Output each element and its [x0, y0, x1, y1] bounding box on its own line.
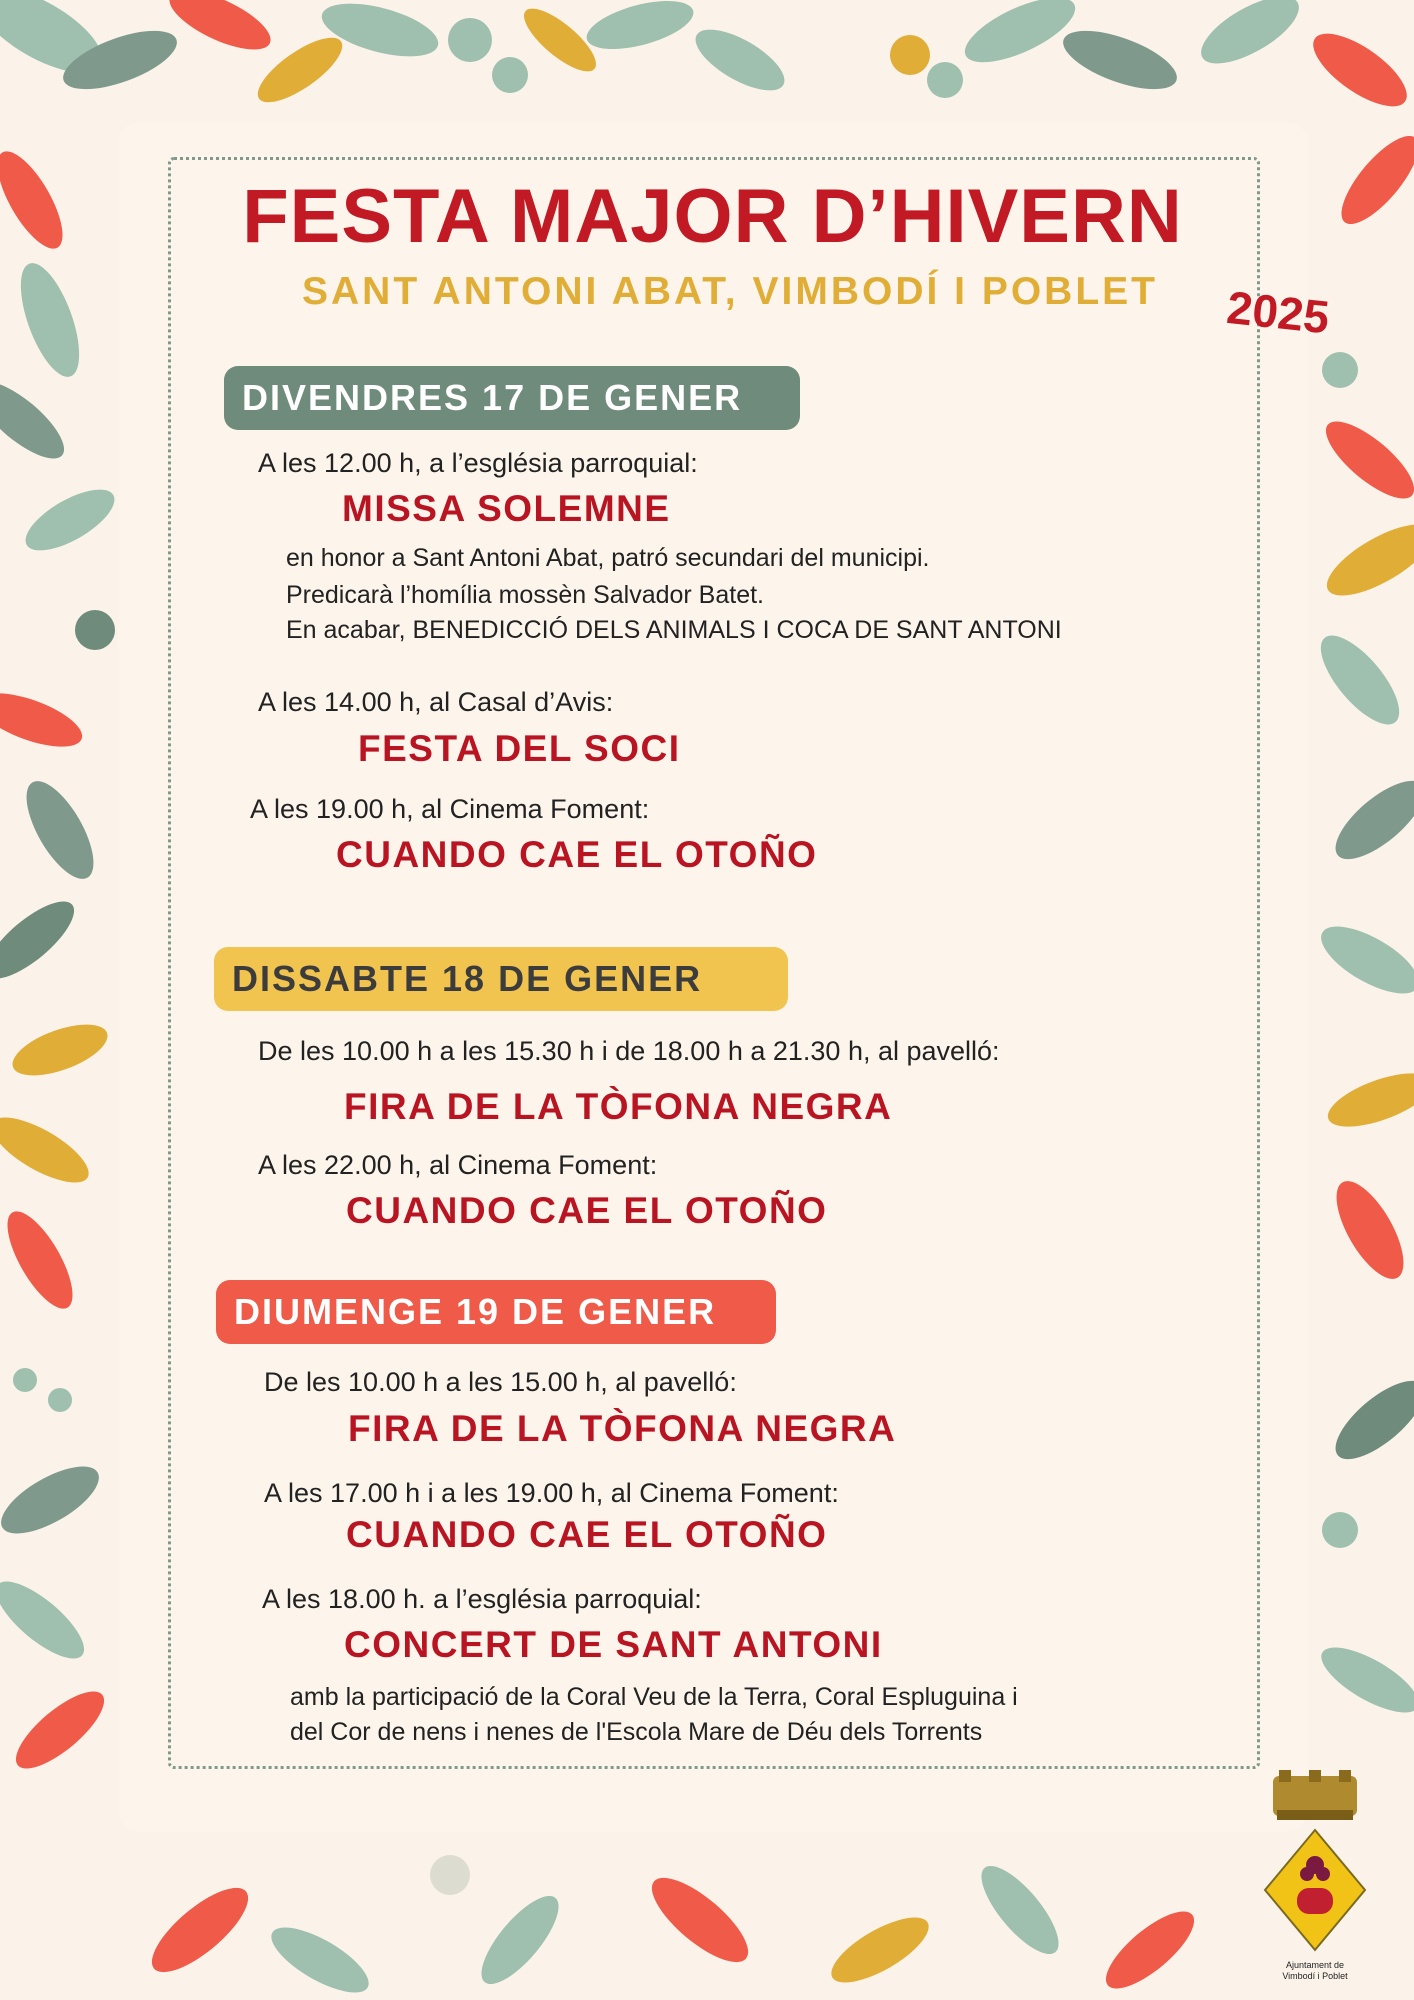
event-info: De les 10.00 h a les 15.00 h, al pavelló:	[264, 1367, 737, 1397]
day-header-saturday: DISSABTE 18 DE GENER	[214, 947, 788, 1011]
event-title: CUANDO CAE EL OTOÑO	[346, 1514, 828, 1555]
event-info: A les 17.00 h i a les 19.00 h, al Cinema Foment:	[264, 1478, 839, 1508]
event-info: A les 19.00 h, al Cinema Foment:	[250, 794, 650, 824]
event-description: del Cor de nens i nenes de l'Escola Mare de Déu dels Torrents	[290, 1718, 983, 1746]
logo-caption: Ajuntament de Vimbodí i Poblet	[1282, 1960, 1348, 1981]
poster-title: FESTA MAJOR D’HIVERN	[242, 174, 1183, 259]
event-description: en honor a Sant Antoni Abat, patró secundari del municipi.	[286, 544, 930, 572]
event-info: A les 14.00 h, al Casal d’Avis:	[258, 687, 614, 717]
poster-year: 2025	[1224, 280, 1332, 344]
event-description: En acabar, BENEDICCIÓ DELS ANIMALS I COCA DE SANT ANTONI	[286, 616, 1062, 644]
poster-subtitle: SANT ANTONI ABAT, VIMBODÍ I POBLET	[301, 270, 1158, 313]
event-title: FIRA DE LA TÒFONA NEGRA	[348, 1408, 897, 1449]
event-description: amb la participació de la Coral Veu de la Terra, Coral Espluguina i	[290, 1683, 1018, 1711]
day-header-friday: DIVENDRES 17 DE GENER	[224, 366, 800, 430]
event-title: FESTA DEL SOCI	[358, 728, 681, 769]
event-title: MISSA SOLEMNE	[342, 488, 671, 529]
event-title: CUANDO CAE EL OTOÑO	[336, 834, 818, 875]
event-title: CONCERT DE SANT ANTONI	[344, 1624, 883, 1665]
day-header-sunday: DIUMENGE 19 DE GENER	[216, 1280, 776, 1344]
event-title: FIRA DE LA TÒFONA NEGRA	[344, 1086, 893, 1127]
event-description: Predicarà l’homília mossèn Salvador Batet.	[286, 581, 765, 609]
event-info: A les 22.00 h, al Cinema Foment:	[258, 1150, 658, 1180]
event-info: De les 10.00 h a les 15.30 h i de 18.00 h a 21.30 h, al pavelló:	[258, 1036, 1000, 1066]
event-info: A les 12.00 h, a l’església parroquial:	[258, 448, 698, 478]
event-info: A les 18.00 h. a l’església parroquial:	[262, 1584, 702, 1614]
event-title: CUANDO CAE EL OTOÑO	[346, 1190, 828, 1231]
